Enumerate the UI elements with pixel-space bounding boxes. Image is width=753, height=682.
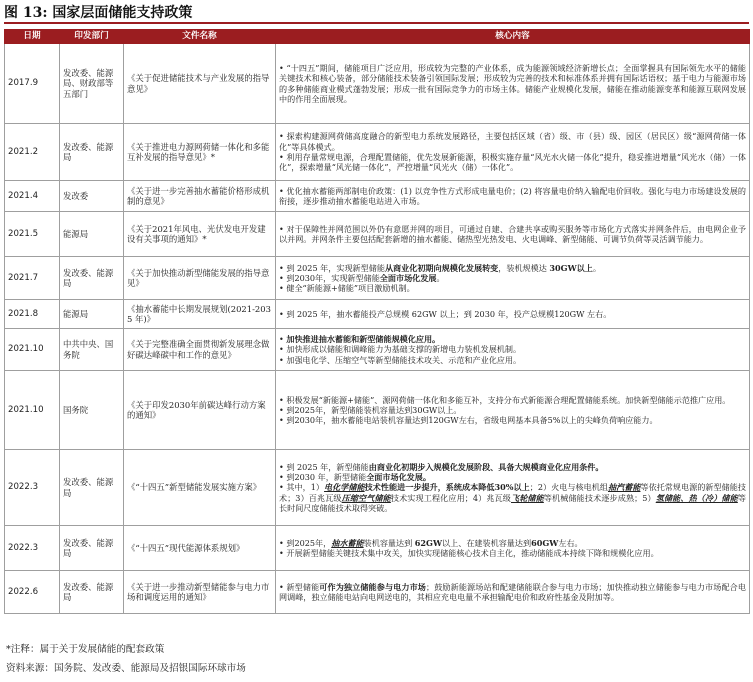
row-date: 2021.2 [5,124,60,181]
row-dept: 发改委、能源局 [60,526,124,571]
table-row [5,124,750,181]
table-row [5,371,750,450]
row-content [276,257,750,300]
content-text: • 探索构建源网荷储高度融合的新型电力系统发展路径，主要包括区域（省）级、市（县）级、园区（居民区）级“源网荷储一体化”等具体模式。 [279,131,746,152]
content-text: • 开展新型储能关键技术集中攻关，加快实现储能核心技术自主化，推动储能成本持续下降和规模化应用。 [279,548,659,558]
row-date: 2021.4 [5,181,60,212]
row-date: 2022.6 [5,571,60,614]
content-line [279,273,746,283]
content-line [279,63,746,104]
underlined-term: 电化学储能 [324,482,365,493]
header-date: 日期 [5,30,60,44]
row-content [276,371,750,450]
content-text: • 加强电化学、压缩空气等新型储能技术攻关、示范和产业化应用。 [279,354,522,365]
content-text: • 加快形成以储能和调峰能力为基础支撑的新增电力装机发展机制。 [279,344,522,355]
content-line [279,482,746,513]
row-doc: 《关于加快推动新型储能发展的指导意见》 [124,257,276,300]
content-text: • 新型储能 [279,581,320,592]
row-dept: 发改委、能源局、财政部等五部门 [60,44,124,124]
bold-text: 技术性能进一步提升，系统成本降低30%以上 [364,482,530,493]
row-date: 2017.9 [5,44,60,124]
policy-table [4,29,750,614]
content-line [279,283,746,293]
table-row [5,329,750,371]
table-row [5,450,750,526]
content-line [279,582,746,603]
content-line [279,263,746,273]
content-text: • 到 2025 年，新型储能 [279,461,369,472]
content-line [279,186,746,207]
content-line [279,462,746,472]
table-row [5,257,750,300]
bold-text: 62GW [414,537,443,548]
row-doc: 《关于推进电力源网荷储一体化和多能互补发展的指导意见》* [124,124,276,181]
content-line [279,131,746,152]
content-text: ；鼓励新能源场站和配建储能联合参与电力市场；加快推动独立储能参与电力市场配合电网调峰，独立储能电站向电网送电的，其相应充电电量不承担输配电价和政府性基金及附加等。 [279,581,746,602]
underlined-term: 抽汽蓄能 [607,482,641,493]
header-dept: 印发部门 [60,30,124,44]
row-content [276,526,750,571]
table-row [5,44,750,124]
row-date: 2021.5 [5,212,60,257]
underlined-term: 压缩空气储能 [341,492,391,503]
content-text: • 对于保障性并网范围以外仍有意愿并网的项目，可通过自建、合建共享或购买服务等市场化方式落实并网条件后，由电网企业予以并网。并网条件主要包括配套新增的抽水蓄能、储热型光热发电、火电调峰、新型储能、可调节负荷等灵活调节能力。 [279,223,746,244]
bold-text: 加快推进抽水蓄能和新型储能规模化应用。 [286,334,441,345]
source-note: 资料来源：国务院、发改委、能源局及招银国际环球市场 [6,663,246,674]
row-dept: 发改委、能源局 [60,450,124,526]
figure-title: 图 13: 国家层面储能支持政策 [4,2,749,24]
underlined-term: 飞轮储能 [511,492,544,503]
content-text: • 到 2025 年，抽水蓄能投产总规模 62GW 以上；到 2030 年，投产总规模120GW 左右。 [279,308,612,319]
underlined-term: 抽水蓄能 [331,537,364,548]
content-line [279,548,746,558]
row-doc: 《“十四五”新型储能发展实施方案》 [124,450,276,526]
content-text: 以上、在建装机容量达到 [442,537,532,548]
row-doc: 《抽水蓄能中长期发展规划(2021-2035 年)》 [124,300,276,329]
row-doc: 《关于进一步推动新型储能参与电力市场和调度运用的通知》 [124,571,276,614]
row-content [276,181,750,212]
content-line [279,405,746,415]
content-line [279,152,746,173]
content-text: 。 [592,262,601,273]
content-line [279,395,746,405]
row-date: 2021.10 [5,371,60,450]
content-line [279,415,746,425]
row-dept: 能源局 [60,300,124,329]
row-dept: 发改委、能源局 [60,124,124,181]
content-text: • 其中，1） [279,482,325,493]
bold-text: 从商业化初期向规模化发展转变 [384,262,499,273]
table-row [5,300,750,329]
row-content [276,329,750,371]
table-row [5,526,750,571]
content-line [279,334,746,344]
content-text: ；2）火电与核电机组 [529,482,608,493]
underlined-term: 氢储能、热（冷）储能 [655,492,738,503]
content-text: • 到2030 年，新型储能 [279,472,367,483]
content-text: • “十四五”期间，储能项目广泛应用，形成较为完整的产业体系，成为能源领域经济新增长点；全面掌握具有国际领先水平的储能关键技术和核心装备，部分储能技术装备引领国际发展；形成较为完善的技术和标准体系并拥有国际话语权；基于电力与能源市场的多种储能商业模式蓬勃发展；形成一批有国际竞争力的市场主体。储能产业规模化发展，储能在推动能源变革和能源互联网发展中的作用全面展现。 [279,62,746,104]
header-content: 核心内容 [276,30,750,44]
row-doc: 《关于印发2030年前碳达峰行动方案的通知》 [124,371,276,450]
row-dept: 国务院 [60,371,124,450]
content-text: • 到2025年， [279,537,332,548]
bold-text: 全面市场化发展 [379,272,437,283]
content-text: • 利用存量常规电源，合理配置储能，优先发展新能源，积极实施存量“风光水火储一体化”提升，稳妥推进增量“风光水（储）一体化”，探索增量“风光储一体化”，严控增量“风光火（储）一体化”。 [279,152,746,173]
content-line [279,355,746,365]
content-line [279,344,746,354]
row-content [276,212,750,257]
bold-text: 可作为独立储能参与电力市场 [319,581,426,592]
row-doc: 《“十四五”现代能源体系规划》 [124,526,276,571]
row-date: 2022.3 [5,526,60,571]
content-text: 等长时间尺度储能技术取得突破。 [279,492,746,513]
row-date: 2021.10 [5,329,60,371]
row-date: 2021.8 [5,300,60,329]
row-doc: 《关于完整准确全面贯彻新发展理念做好碳达峰碳中和工作的意见》 [124,329,276,371]
content-line [279,472,746,482]
content-line [279,309,746,319]
content-text: • 积极发展“新能源+储能”、源网荷储一体化和多能互补，支持分布式新能源合理配置储能系统。加快新型储能示范推广应用。 [279,394,731,405]
content-text: • 到2030年，抽水蓄能电站装机容量达到120GW左右，省级电网基本具备5%以上的尖峰负荷响应能力。 [279,415,658,426]
content-line [279,538,746,548]
row-content [276,124,750,181]
row-doc: 《关于2021年风电、光伏发电开发建设有关事项的通知》* [124,212,276,257]
content-text: 装机容量达到 [363,537,415,548]
bold-text: 60GW [531,537,559,548]
content-line [279,224,746,245]
header-doc: 文件名称 [124,30,276,44]
table-row [5,212,750,257]
content-text: • 到2025年，新型储能装机容量达到30GW以上。 [279,404,462,415]
content-text: 。 [436,272,445,283]
row-date: 2021.7 [5,257,60,300]
content-text: 等机械储能技术逐步成熟；5） [543,492,656,503]
content-text: • [279,334,287,345]
content-text: • 优化抽水蓄能两部制电价政策：(1) 以竞争性方式形成电量电价；(2) 将容量电价纳入输配电价回收。强化与电力市场建设发展的衔接，逐步推动抽水蓄能电站进入市场。 [279,185,746,206]
table-header-row [5,30,750,44]
row-doc: 《关于促进储能技术与产业发展的指导意见》 [124,44,276,124]
row-content [276,300,750,329]
content-text: • 健全“新能源+储能”项目激励机制。 [279,283,415,294]
content-text: • 到2030年，实现新型储能 [279,272,380,283]
row-dept: 发改委、能源局 [60,571,124,614]
row-date: 2022.3 [5,450,60,526]
row-content [276,450,750,526]
row-dept: 能源局 [60,212,124,257]
bold-text: 全面市场化发展。 [366,472,431,483]
content-text: ，装机规模达 [498,262,550,273]
row-content [276,571,750,614]
row-content [276,44,750,124]
table-row [5,181,750,212]
row-doc: 《关于进一步完善抽水蓄能价格形成机制的意见》 [124,181,276,212]
table-row [5,571,750,614]
content-text: • 到 2025 年，实现新型储能 [279,262,385,273]
footnote-asterisk: *注释：属于关于发展储能的配套政策 [6,644,165,655]
content-text: 左右。 [558,537,583,548]
content-text: 等依托常规电源的新型储能技术；3）百兆瓦级 [279,482,746,503]
bold-text: 30GW以上 [549,262,593,273]
row-dept: 中共中央、国务院 [60,329,124,371]
row-dept: 发改委、能源局 [60,257,124,300]
row-dept: 发改委 [60,181,124,212]
content-text: 技术实现工程化应用；4）兆瓦级 [390,492,511,503]
bold-text: 由商业化初期步入规模化发展阶段、具备大规模商业化应用条件。 [368,461,604,472]
